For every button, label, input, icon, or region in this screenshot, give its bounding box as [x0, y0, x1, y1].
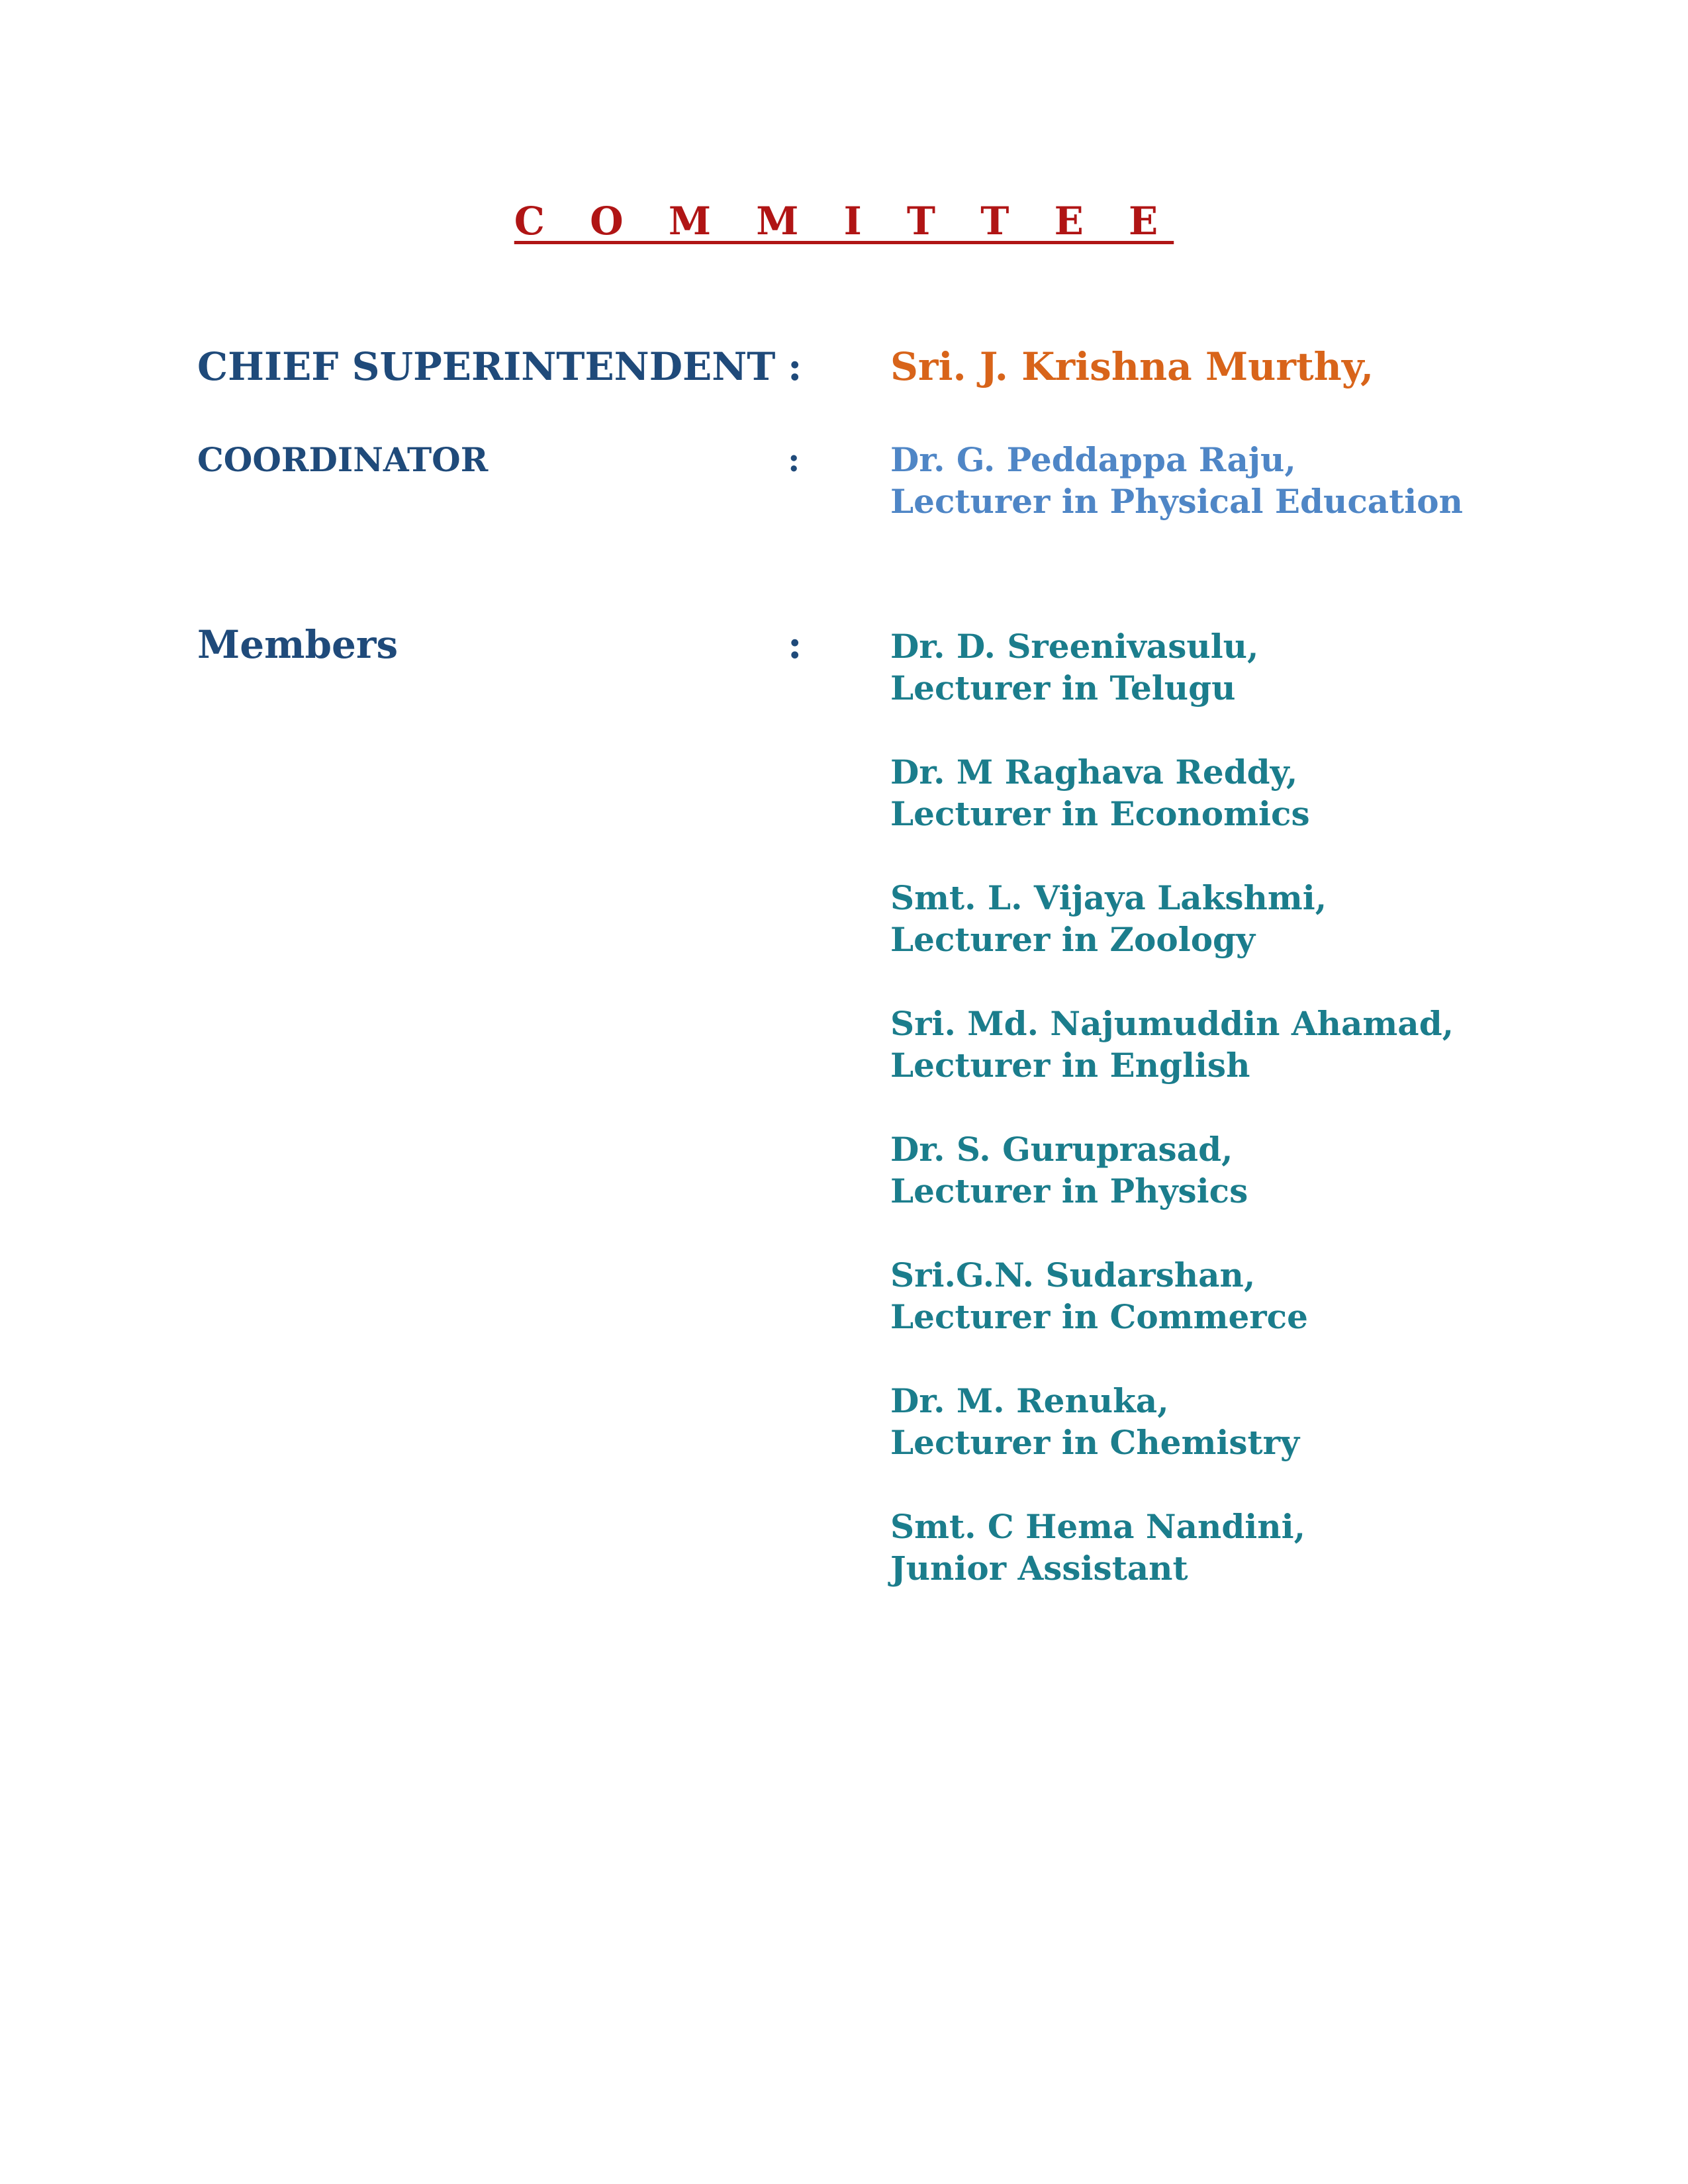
chief-superintendent-colon: : [788, 344, 802, 389]
member-name: Dr. D. Sreenivasulu, [890, 627, 1259, 666]
member-designation: Lecturer in Commerce [890, 1297, 1308, 1336]
member-designation: Lecturer in Telugu [890, 668, 1236, 707]
member-designation: Lecturer in English [890, 1046, 1250, 1085]
member-name: Dr. M Raghava Reddy, [890, 752, 1298, 792]
member-name: Sri. Md. Najumuddin Ahamad, [890, 1004, 1454, 1043]
coordinator-label: COORDINATOR [197, 440, 489, 479]
member-item [890, 1003, 1454, 1128]
member-name: Sri.G.N. Sudarshan, [890, 1255, 1256, 1295]
member-designation: Junior Assistant [890, 1549, 1188, 1588]
members-list [890, 625, 1454, 1631]
member-name: Dr. M. Renuka, [890, 1381, 1169, 1420]
member-item [890, 751, 1454, 877]
member-item [890, 877, 1454, 1003]
coordinator-colon: : [788, 440, 800, 479]
member-item [890, 1380, 1454, 1506]
member-designation: Lecturer in Zoology [890, 920, 1256, 959]
chief-superintendent-name: Sri. J. Krishna Murthy, [890, 344, 1374, 389]
coordinator-designation: Lecturer in Physical Education [890, 482, 1463, 521]
members-colon: : [788, 622, 802, 667]
members-label: Members [197, 622, 399, 667]
page-title: C O M M I T T E E [514, 199, 1174, 244]
member-item [890, 625, 1454, 751]
member-item [890, 1128, 1454, 1254]
member-name: Smt. C Hema Nandini, [890, 1507, 1306, 1546]
chief-superintendent-label: CHIEF SUPERINTENDENT [197, 344, 776, 389]
member-name: Dr. S. Guruprasad, [890, 1130, 1233, 1169]
member-name: Smt. L. Vijaya Lakshmi, [890, 878, 1327, 917]
member-designation: Lecturer in Physics [890, 1171, 1248, 1210]
member-designation: Lecturer in Economics [890, 794, 1310, 833]
coordinator-entry [890, 439, 1463, 522]
member-item [890, 1506, 1454, 1631]
coordinator-name: Dr. G. Peddappa Raju, [890, 440, 1296, 479]
member-designation: Lecturer in Chemistry [890, 1423, 1300, 1462]
member-item [890, 1254, 1454, 1380]
